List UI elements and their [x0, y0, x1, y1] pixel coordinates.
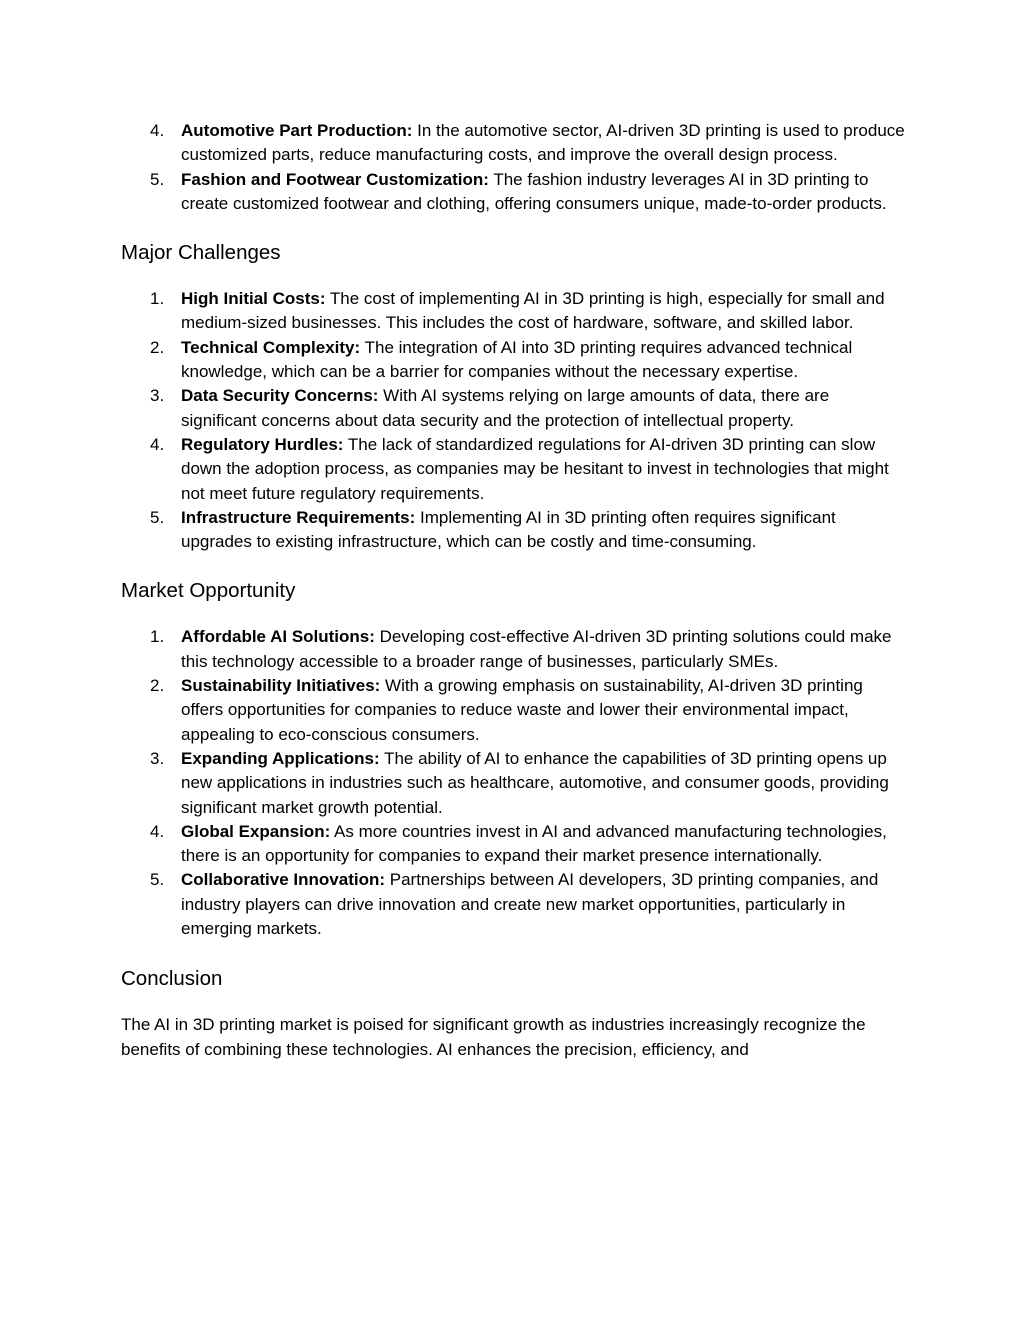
- list-item-number: 5.: [150, 870, 165, 890]
- section-heading-major-challenges: Major Challenges: [121, 241, 281, 265]
- section-heading-market-opportunity: Market Opportunity: [121, 579, 296, 603]
- list-item: [121, 506, 907, 555]
- list-item-text: With a growing emphasis on sustainability, AI-driven 3D printing offers opportunities for companies to reduce waste and lower their environmental impact, appealing to eco-conscious consumers.: [181, 676, 863, 744]
- list-item-title: Global Expansion:: [181, 821, 331, 841]
- list-item: [121, 747, 907, 820]
- list-item-title: Regulatory Hurdles:: [181, 434, 344, 454]
- list-item-text: As more countries invest in AI and advanced manufacturing technologies, there is an opportunity for companies to expand their market presence internationally.: [181, 821, 887, 866]
- list-item: [121, 625, 907, 674]
- list-item-text: The integration of AI into 3D printing requires advanced technical knowledge, which can be a barrier for companies without the necessary expertise.: [181, 337, 853, 382]
- list-item: [121, 384, 907, 433]
- list-item-number: 5.: [150, 507, 165, 527]
- list-item: [121, 868, 907, 941]
- list-item-number: 5.: [150, 169, 165, 189]
- list-item-number: 2.: [150, 337, 165, 357]
- list-item-title: High Initial Costs:: [181, 289, 326, 309]
- list-item-number: 4.: [150, 821, 165, 841]
- list-item-number: 4.: [150, 434, 165, 454]
- list-item-text: The cost of implementing AI in 3D printing is high, especially for small and medium-sized businesses. This includes the cost of hardware, software, and skilled labor.: [181, 289, 885, 333]
- list-item-title: Collaborative Innovation:: [181, 870, 386, 890]
- list-item-title: Sustainability Initiatives:: [181, 676, 381, 696]
- continued-applications-list: [121, 119, 907, 216]
- list-item-text: In the automotive sector, AI-driven 3D printing is used to produce customized parts, reduce manufacturing costs, and improve the overall design process.: [181, 121, 905, 165]
- list-item: [121, 119, 907, 168]
- list-item-text: The ability of AI to enhance the capabilities of 3D printing opens up new applications in industries such as healthcare, automotive, and consumer goods, providing significant market growth potential.: [181, 748, 889, 817]
- list-item-title: Technical Complexity:: [181, 337, 361, 357]
- list-item-number: 3.: [150, 386, 165, 406]
- list-item-title: Infrastructure Requirements:: [181, 507, 416, 527]
- challenges-list: [121, 287, 907, 554]
- list-item-number: 1.: [150, 627, 165, 647]
- list-item-title: Fashion and Footwear Customization:: [181, 169, 489, 189]
- list-item-text: Developing cost-effective AI-driven 3D printing solutions could make this technology accessible to a broader range of businesses, particularly SMEs.: [181, 627, 892, 671]
- conclusion-paragraph: The AI in 3D printing market is poised for significant growth as industries increasingly recognize the benefits of combining these technologies. AI enhances the precision, efficiency, and: [121, 1015, 866, 1059]
- list-item-title: Automotive Part Production:: [181, 121, 413, 140]
- list-item-text: The fashion industry leverages AI in 3D printing to create customized footwear and clothing, offering consumers unique, made-to-order products.: [181, 169, 887, 213]
- list-item-text: With AI systems relying on large amounts of data, there are significant concerns about data security and the protection of intellectual property.: [181, 386, 830, 430]
- opportunity-list: [121, 625, 907, 941]
- list-item-title: Data Security Concerns:: [181, 386, 379, 406]
- list-item-number: 4.: [150, 121, 165, 140]
- list-item-title: Affordable AI Solutions:: [181, 627, 375, 647]
- list-item-text: Implementing AI in 3D printing often requires significant upgrades to existing infrastructure, which can be costly and time-consuming.: [181, 507, 836, 552]
- list-item: [121, 287, 907, 336]
- list-item-number: 1.: [150, 289, 165, 309]
- list-item-text: Partnerships between AI developers, 3D printing companies, and industry players can drive innovation and create new market opportunities, particularly in emerging markets.: [181, 870, 879, 939]
- list-item: [121, 168, 907, 217]
- section-heading-conclusion: Conclusion: [121, 967, 223, 991]
- list-item-number: 3.: [150, 748, 165, 768]
- list-item: [121, 674, 907, 747]
- list-item-title: Expanding Applications:: [181, 748, 380, 768]
- list-item: [121, 336, 907, 385]
- list-item: [121, 820, 907, 869]
- document-page: [121, 119, 907, 1079]
- list-item-number: 2.: [150, 676, 165, 696]
- list-item-text: The lack of standardized regulations for AI-driven 3D printing can slow down the adoption process, as companies may be hesitant to invest in technologies that might not meet future regulatory requirements.: [181, 434, 889, 503]
- list-item: [121, 433, 907, 506]
